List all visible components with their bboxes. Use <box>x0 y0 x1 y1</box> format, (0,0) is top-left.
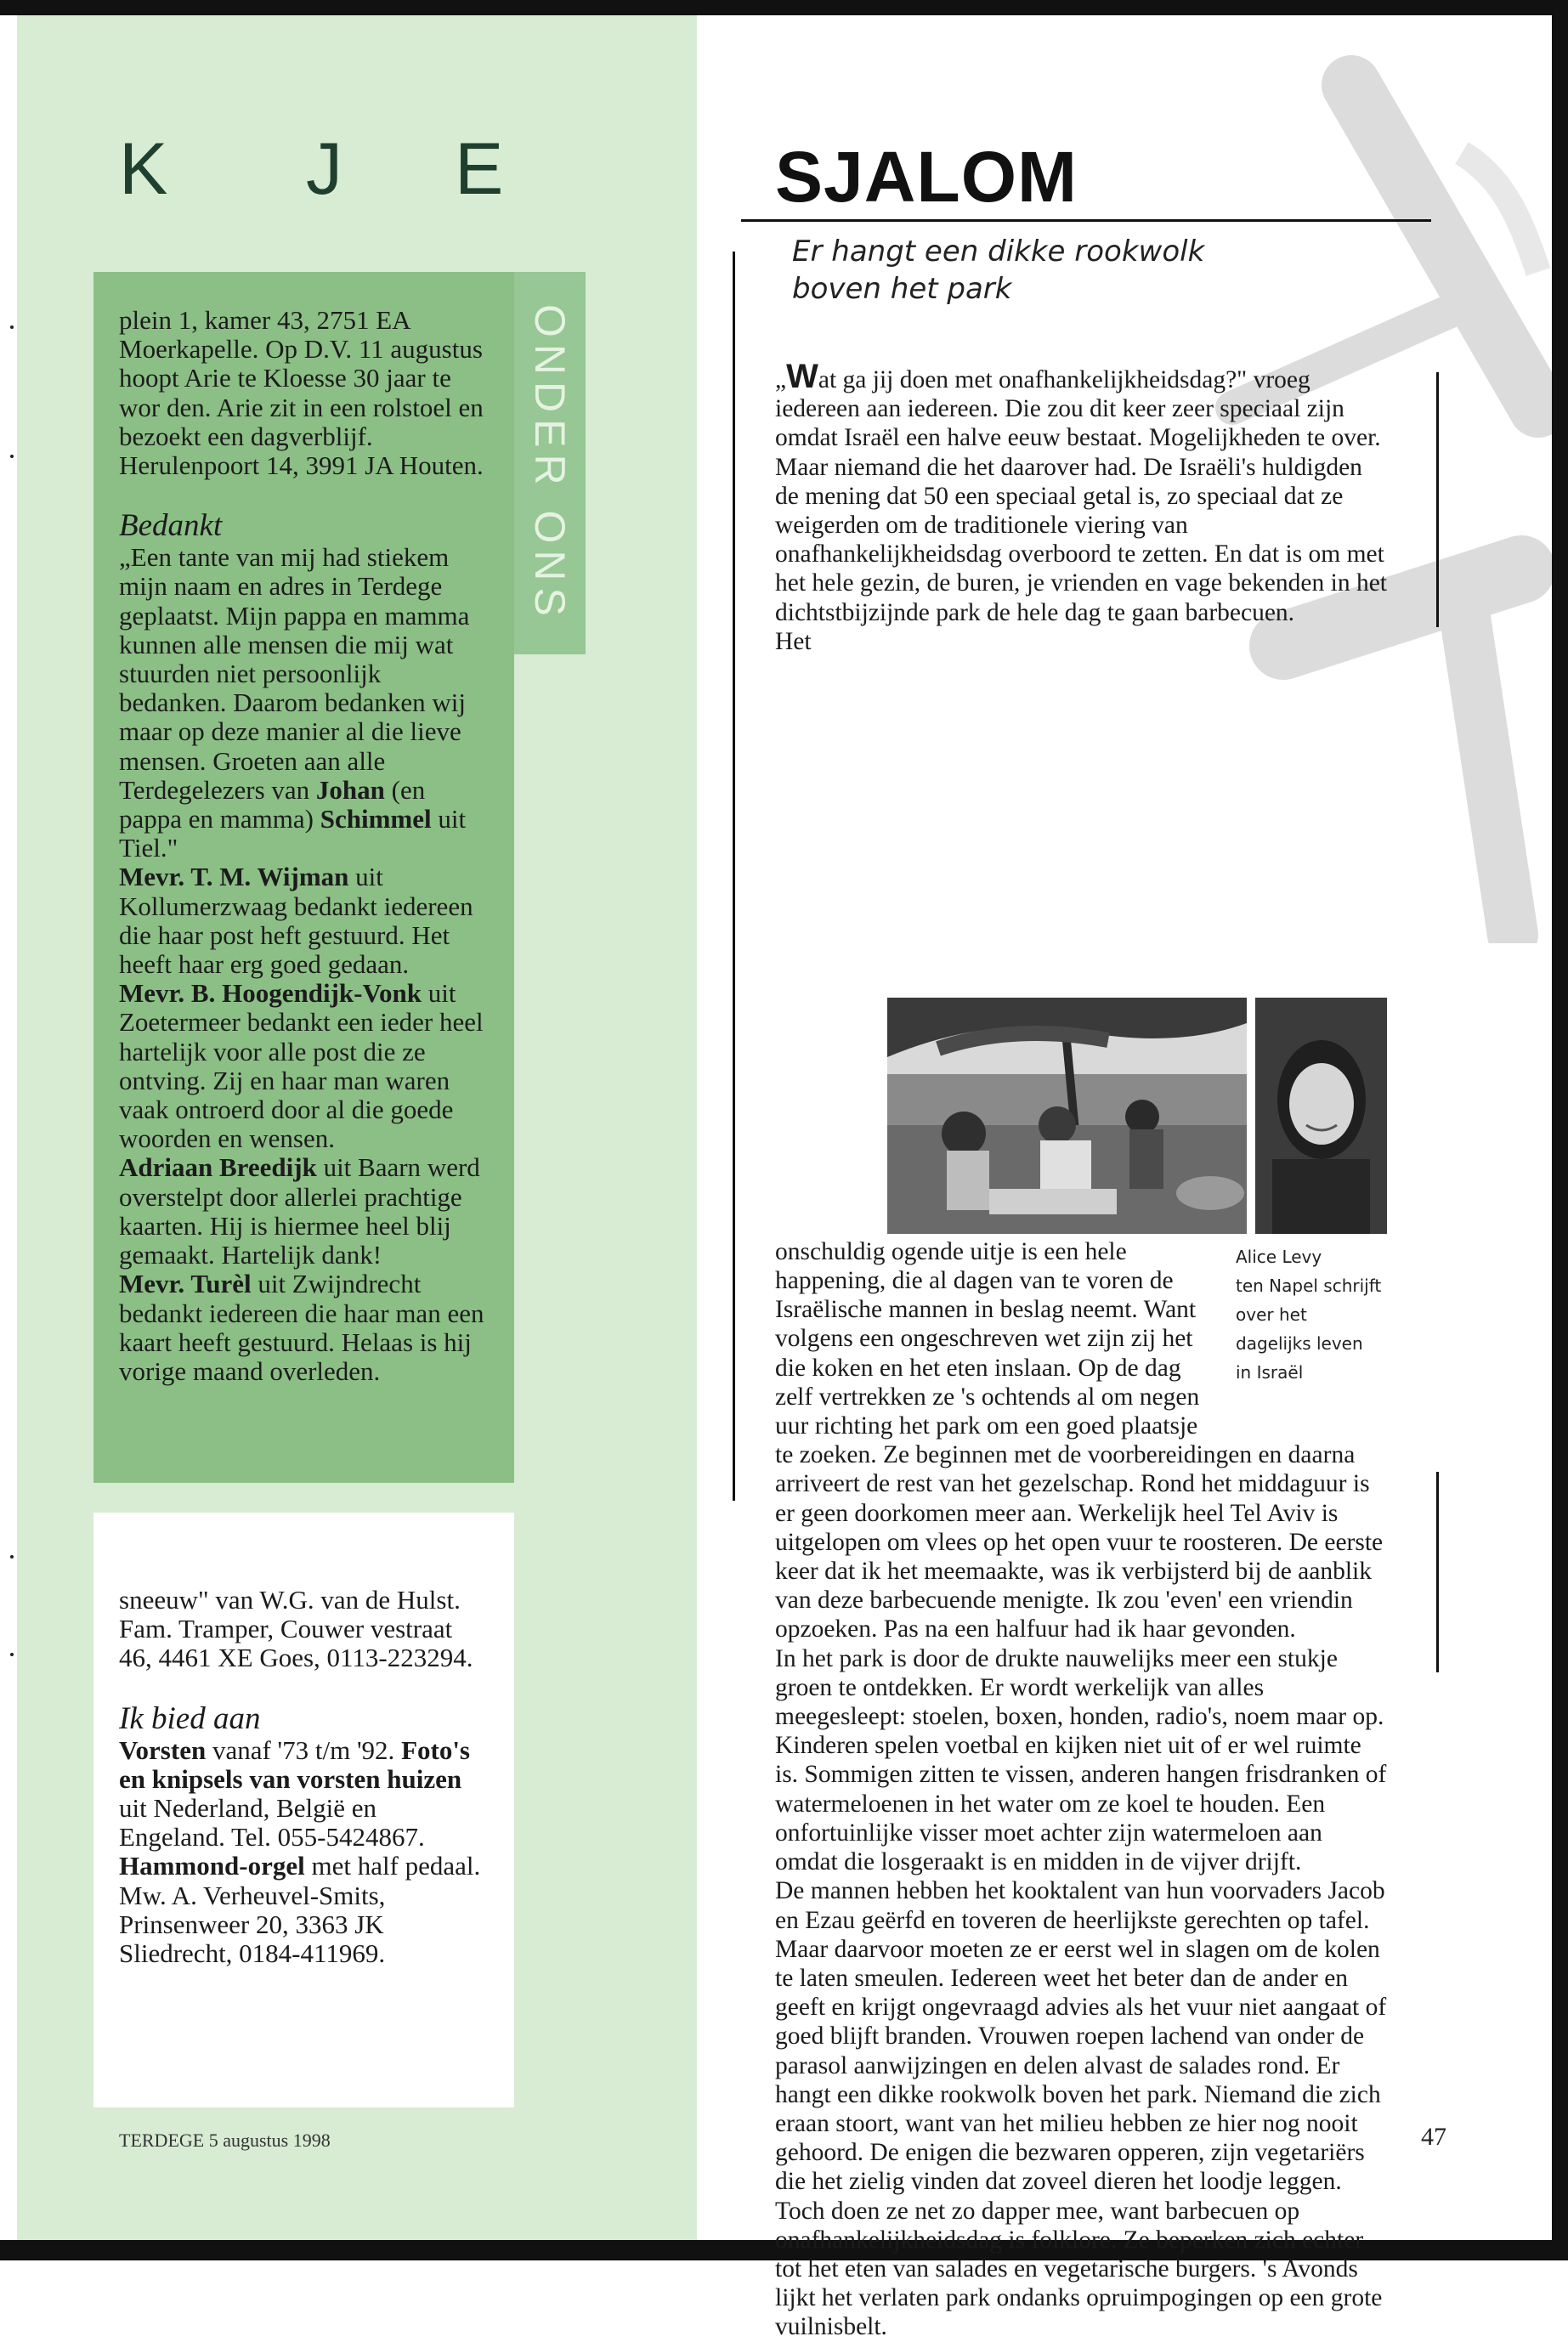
right-column-rule-bottom <box>1436 1472 1439 1672</box>
margin-mark <box>10 455 14 458</box>
title-rule <box>741 219 1431 222</box>
article-body <box>775 358 1387 2342</box>
article-paragraph-4: De mannen hebben het kooktalent van hun voorvaders Jacob en Ezau geërfd en toveren de heerlijkste gerechten op tafel. Maar daarvoor moeten ze er eerst wel in slagen om de kolen te laten smeulen. Iedereen weet het beter dan de ander en geeft en krijgt ongevraagd advies als het vuur niet aangaat of goed blijft branden. Vrouwen roepen lachend van onder de parasol aanwijzingen en delen alvast de salades rond. Er hangt een dikke rookwolk boven het park. Niemand die zich eraan stoort, want van het milieu hebben ze hier nog nooit gehoord. De enigen die bezwaren opperen, zijn vegetariërs die het zielig vinden dat zoveel dieren het loodje leggen. Toch doen ze net zo dapper mee, want barbecuen op onafhankelijkheidsdag is folklore. Ze beperken zich echter tot het eten van salades en vegetarische burgers. 's Avonds lijkt het verlaten park ondanks opruimpogingen op een grote vuilnisbelt. <box>775 1877 1387 2341</box>
green-column-text <box>119 306 493 1386</box>
margin-mark <box>10 1555 14 1559</box>
white-column-text <box>119 1586 484 1968</box>
article-paragraph-3: In het park is door de drukte nauwelijks meer een stukje groen te ontdekken. Er wordt werkelijk van alles meegesleept: stoelen, boxen, honden, radio's, noem maar op. Kinderen spelen voetbal en kijken niet uit of er wel ruimte is. Sommigen zitten te vissen, anderen hangen frisdranken of watermeloenen in het water om ze koel te houden. Een onfortuinlijke visser moet achter zijn watermeloen aan omdat die losgeraakt is en midden in de vijver drijft. <box>775 1644 1387 1876</box>
bedankt-paragraph-johan: „Een tante van mij had stiekem mijn naam en adres in Terdege geplaatst. Mijn pappa en mamma kunnen alle mensen die mij wat stuurden niet persoonlijk bedanken. Daarom bedanken wij maar op deze manier al die lieve mensen. Groeten aan alle Terdegelezers van Johan (en pappa en mamma) Schimmel uit Tiel." <box>119 542 470 863</box>
ik-bied-aan-heading: Ik bied aan <box>119 1700 261 1736</box>
bedankt-paragraph-wijman: Mevr. T. M. Wijman uit Kollumerzwaag bedankt iedereen die haar post heft gestuurd. Het heeft haar erg goed gedaan. <box>119 862 473 980</box>
right-column-rule-top <box>1436 372 1439 627</box>
footer-publication: TERDEGE 5 augustus 1998 <box>119 2130 331 2151</box>
section-letter-e: E <box>455 128 504 210</box>
section-letter-j: J <box>306 128 342 210</box>
article-paragraph-1: „Wat ga jij doen met onafhankelijkheidsdag?" vroeg iedereen aan iedereen. Die zou dit keer zeer speciaal zijn omdat Israël een halve eeuw bestaat. Mogelijkheden te over. Maar niemand die het daarover had. De Israëli's huldigden de mening dat 50 een speciaal getal is, zo speciaal dat ze weigerden om de traditionele viering van onafhankelijkheidsdag overboord te zetten. En dat is om met het hele gezin, de buren, je vrienden en vage bekenden in het dichtstbijzijnde park de hele dag te gaan barbecuen. <box>775 358 1387 626</box>
bedankt-paragraph-turel: Mevr. Turèl uit Zwijndrecht bedankt iedereen die haar man een kaart heeft gestuurd. Helaas is hij vorige maand overleden. <box>119 1269 484 1386</box>
subtitle-line-2: boven het park <box>792 272 1012 306</box>
bedankt-heading: Bedankt <box>119 508 223 544</box>
barbecue-park-photo <box>887 998 1247 1234</box>
photo-group <box>887 998 1387 1237</box>
article-title: SJALOM <box>775 137 1078 217</box>
section-letter-k: K <box>119 128 168 210</box>
intro-paragraph: plein 1, kamer 43, 2751 EA Moerkapelle. Op D.V. 11 augustus hoopt Arie te Kloesse 30 jaar te wor den. Arie zit in een rolstoel en bezoekt een dagverblijf. Herulenpoort 14, 3991 JA Houten. <box>119 305 484 481</box>
page-border-right <box>1552 0 1568 2260</box>
bedankt-paragraph-hoogendijk: Mevr. B. Hoogendijk-Vonk uit Zoetermeer bedankt een ieder heel hartelijk voor alle post die ze ontving. Zij en haar man waren vaak ontroerd door al die goede woorden en wensen. <box>119 978 484 1154</box>
sneeuw-paragraph: sneeuw" van W.G. van de Hulst. Fam. Tramper, Couwer vestraat 46, 4461 XE Goes, 0113-223294. <box>119 1585 473 1673</box>
page-number: 47 <box>1421 2123 1446 2151</box>
vertical-label-onder-ons: ONDER ONS <box>526 303 574 623</box>
margin-mark <box>10 325 14 329</box>
bedankt-paragraph-breedijk: Adriaan Breedijk uit Baarn werd overstelpt door allerlei prachtige kaarten. Hij is hiermee heel blij gemaakt. Hartelijk dank! <box>119 1152 480 1270</box>
article-subtitle <box>792 233 1204 308</box>
margin-mark <box>10 1653 14 1656</box>
left-column-rule <box>733 252 735 1501</box>
subtitle-line-1: Er hangt een dikke rookwolk <box>792 235 1205 269</box>
ik-bied-aan-paragraph: Vorsten vanaf '73 t/m '92. Foto's en knipsels van vorsten huizen uit Nederland, België en Engeland. Tel. 055-5424867. Hammond-orgel met half pedaal. Mw. A. Verheuvel-Smits, Prinsenweer 20, 3363 JK Sliedrecht, 0184-411969. <box>119 1734 481 1969</box>
author-caption: Alice Levy ten Napel schrijft over het dagelijks leven in Israël <box>1236 1246 1382 1383</box>
article-paragraph-2: Alice Levy ten Napel schrijft over het dagelijks leven in Israël Het onschuldig ogende uitje is een hele happening, die al dagen van te voren de Israëlische mannen in beslag neemt. Want volgens een ongeschreven wet zijn zij het die koken en het eten inslaan. Op de dag zelf vertrekken ze 's ochtends al om negen uur richting het park om een goed plaatsje te zoeken. Ze beginnen met de voorbereidingen en daarna arriveert de rest van het gezelschap. Rond het middaguur is er geen doorkomen meer aan. Werkelijk heel Tel Aviv is uitgelopen om vlees op het open vuur te roosteren. De eerste keer dat ik het meemaakte, was ik verbijsterd bij de aanblik van deze barbecuende menigte. Ik zou 'even' een vriendin opzoeken. Pas na een halfuur had ik haar gevonden. <box>775 627 1387 1644</box>
author-portrait-photo <box>1255 998 1387 1234</box>
drop-cap: W <box>786 358 818 395</box>
page-border-top <box>0 0 1568 15</box>
